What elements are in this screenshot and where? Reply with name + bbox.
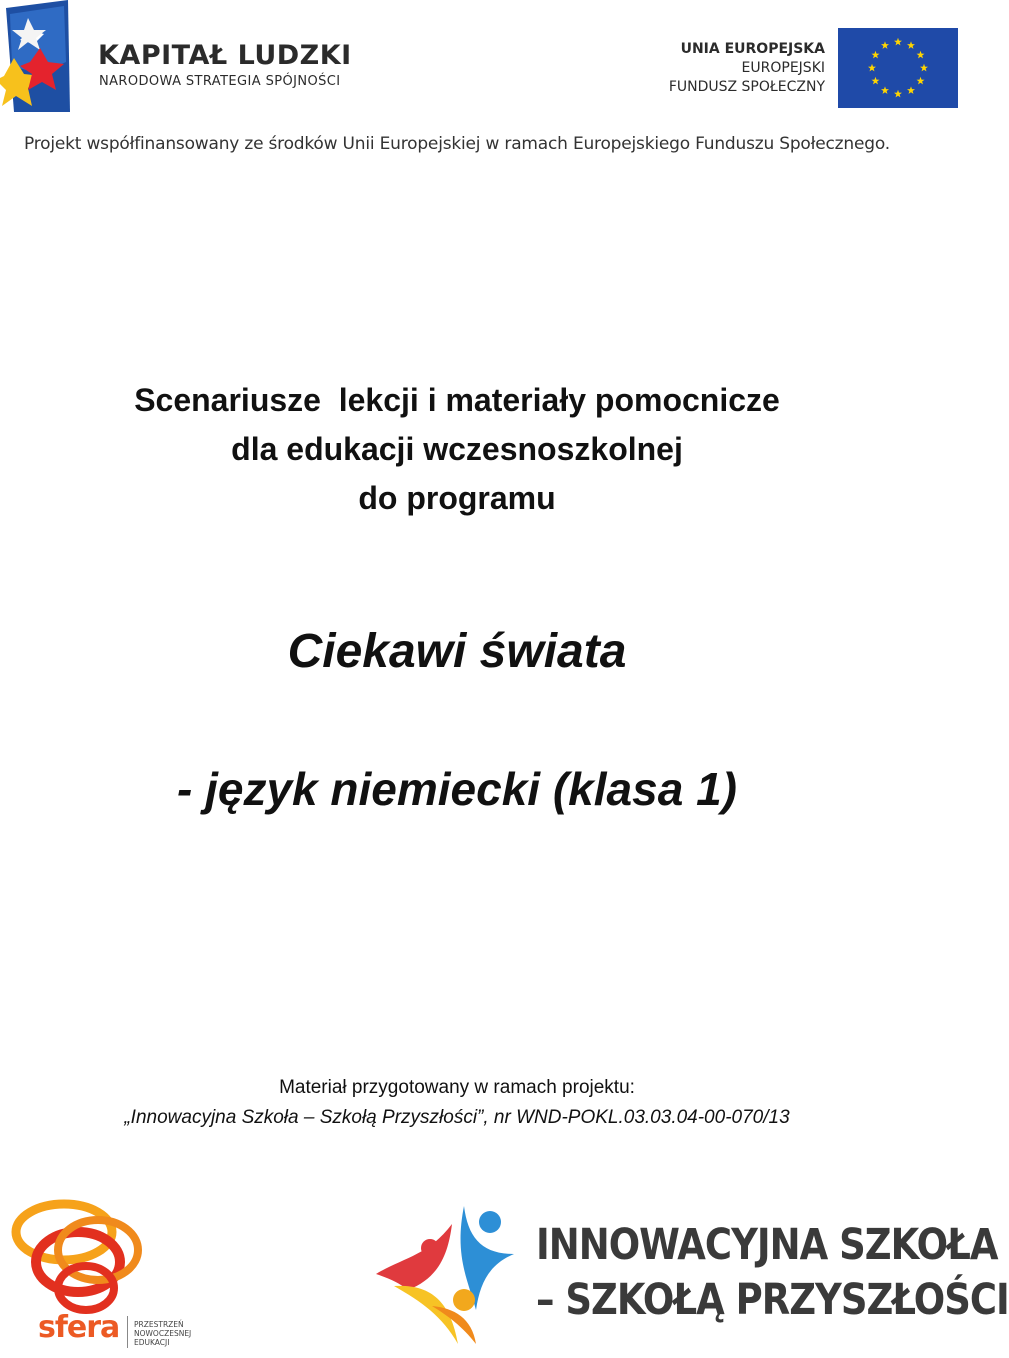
innowacyjna-szkola-line1: INNOWACYJNA SZKOŁA: [536, 1220, 998, 1270]
kapital-ludzki-logo-icon: [0, 0, 74, 116]
sfera-wordmark: sfera: [38, 1310, 120, 1345]
innowacyjna-szkola-logo-icon: [372, 1198, 522, 1348]
eu-flag-icon: [838, 28, 958, 108]
ue-label: [669, 40, 825, 97]
title-line-1: Scenariusze lekcji i materiały pomocnicze: [134, 382, 780, 418]
program-title: Ciekawi świata: [287, 625, 627, 678]
cofinance-note: Projekt współfinansowany ze środków Unii Europejskiej w ramach Europejskiego Funduszu Społecznego.: [24, 134, 890, 154]
ue-label-line3: FUNDUSZ SPOŁECZNY: [668, 79, 825, 95]
sfera-tagline-2: NOWOCZESNEJ: [134, 1329, 192, 1338]
project-name: „Innowacyjna Szkoła – Szkołą Przyszłości”, nr WND-POKL.03.03.04-00-070/13: [124, 1107, 790, 1128]
kapital-ludzki-title: KAPITAŁ LUDZKI: [98, 40, 352, 71]
innowacyjna-szkola-line2: – SZKOŁĄ PRZYSZŁOŚCI: [536, 1275, 1009, 1325]
title-line-2: dla edukacji wczesnoszkolnej: [231, 431, 683, 467]
ue-label-line2: EUROPEJSKI: [741, 60, 825, 76]
project-intro: Materiał przygotowany w ramach projektu:: [279, 1077, 635, 1098]
ue-label-line1: UNIA EUROPEJSKA: [680, 41, 825, 57]
sfera-tagline-1: PRZESTRZEŃ: [134, 1320, 184, 1329]
subject-title: - język niemiecki (klasa 1): [177, 763, 737, 815]
sfera-tagline-3: EDUKACJI: [134, 1338, 170, 1347]
kapital-ludzki-subtitle: NARODOWA STRATEGIA SPÓJNOŚCI: [99, 74, 341, 89]
sfera-tagline: [134, 1320, 191, 1347]
title-line-3: do programu: [358, 480, 556, 516]
sfera-separator: [127, 1316, 128, 1348]
